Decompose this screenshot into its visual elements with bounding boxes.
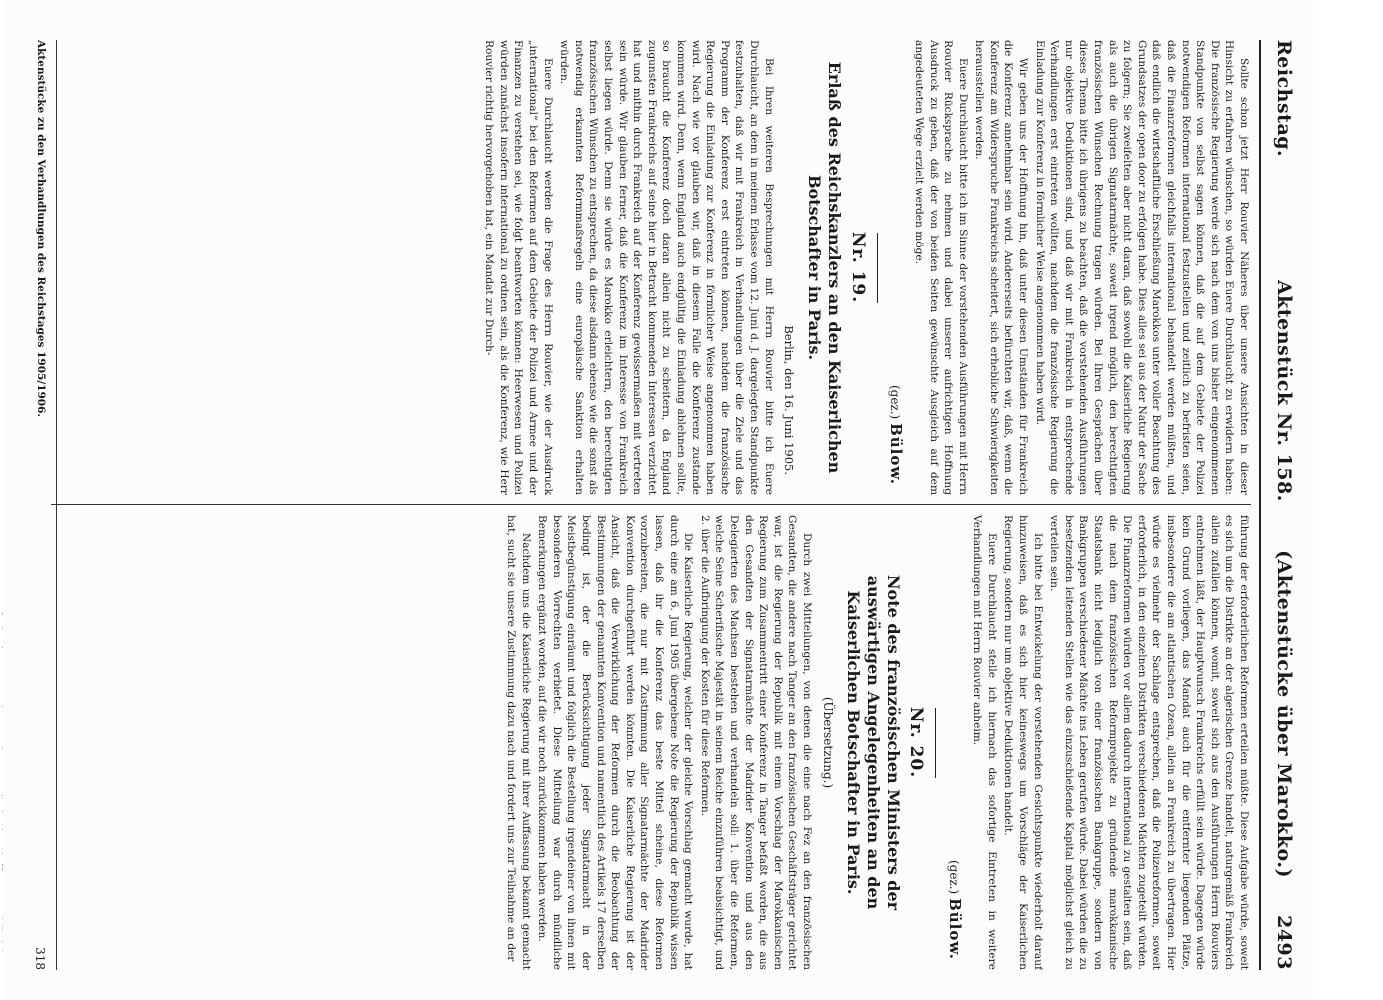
right-column xyxy=(71,515,1251,970)
left-column xyxy=(71,40,1251,495)
document-number: Nr. 19. xyxy=(847,231,868,304)
document-title: Erlaß des Reichskanzlers an den Kaiserlichen Botschafter in Paris. xyxy=(805,61,845,474)
sheet-number: 318 xyxy=(33,947,47,970)
place-date: Berlin, den 16. Juni 1905. xyxy=(782,325,797,475)
paragraph: Ich bitte bei Entwickelung der vorstehenden Gesichtspunkte wiederholt darauf hinzuweisen, daß es sich hier keineswegs um Vorschläge der Kaiserlichen Regierung, sondern nur um objektive Deduktionen handelt. xyxy=(1002,515,1044,970)
separator xyxy=(935,708,936,778)
paragraph: Euere Durchlaucht bitte ich im Sinne der vorstehenden Ausführungen mit Herrn Rouvier Rücksprache zu nehmen und dabei unserer aufrichtigen Hoffnung Ausdruck zu geben, daß der von beiden Seiten gewünschte Ausgleich auf dem angedeuteten Wege erzielt werden möge. xyxy=(912,40,969,495)
translation-note: (Übersetzung.) xyxy=(820,696,835,789)
signature xyxy=(946,515,962,960)
document-title: Note des französischen Ministers der auswärtigen Angelegenheiten an den Kaiserlichen Botschafter in Paris. xyxy=(843,574,903,911)
signature-name: Bülow. xyxy=(887,423,906,485)
paragraph: Durch zwei Mitteilungen, von denen die eine nach Fez an den französischen Gesandten, die andere nach Tanger an den französischen Geschäftsträger gerichtet war, ist die Regierung der Republik mit einem Vorschlag der Marokkanischen Regierung zum Zusammentritt einer Konferenz in Tanger befaßt worden, die aus den Gesandten der Signatarmächte der Madrider Konvention und aus den Delegierten des Machsen bestehen und verhandeln soll: 1. über die Reformen, welche Seine Scherifische Majestät in seinem Reiche einzuführen beabsichtigt, und 2. über die Aufbringung der Kosten für diese Reformen. xyxy=(698,515,813,970)
separator xyxy=(877,233,878,303)
header-right xyxy=(1273,550,1295,970)
signature-prefix: (gez.) xyxy=(946,859,961,895)
paragraph: Wir geben uns der Hoffnung hin, daß unter diesen Umständen für Frankreich die Konferenz annehmbar sein wird. Andererseits befürchten wir, daß, wenn die Konferenz am Widerspruche Frankreichs scheitert, sich erhebliche Schwierigkeiten herausstellen werden. xyxy=(973,40,1030,495)
signature-prefix: (gez.) xyxy=(888,384,903,420)
paragraph: Bei Ihren weiteren Besprechungen mit Herrn Rouvier bitte ich Euere Durchlaucht, an dem in meinem Erlasse vom 12. Juni d. J. dargelegten Standpunkte festzuhalten, daß wir mit Frankreich in Verhandlungen über die Ziele und das Programm der Konferenz erst eintreten können, nachdem die französische Regierung die Einladung zur Konferenz in förmlicher Weise angenommen haben wird. Nach wie vor glauben wir, daß in diesem Falle die Konferenz zustande kommen wird. Denn, wenn England auch endgültig die Einladung ablehnen sollte, so braucht die Konferenz doch daran allein nicht zu scheitern, da England zugunsten Frankreichs auf seine hier in Betracht kommenden Interessen verzichtet hat und mithin durch Frankreich auf der Konferenz gewissermaßen mit vertreten sein würde. Wir glauben ferner, daß die Konferenz im Interesse von Frankreich selbst liegen würde. Denn sie würde es Marokko erleichtern, den berechtigten französischen Wünschen zu entsprechen, da diese alsdann ebenso wie die sonst als notwendig erkannten Reformmaßregeln eine europäische Sanktion erhalten würden. xyxy=(558,40,775,495)
paragraph: Sollte schon jetzt Herr Rouvier Näheres über unsere Ansichten in dieser Hinsicht zu erfahren wünschen, so würden Euere Durchlaucht zu erwidern haben: Die französische Regierung werde sich nach dem von uns bisher eingenommenen Standpunkte von selbst sagen können, daß die auf dem Gebiete der Polizei notwendigen Reformen international festzustellen und zeitlich zu befristen seien, daß die Finanzreformen gleichfalls international behandelt werden müßten, und daß endlich die wirtschaftliche Erschließung Marokkos unter voller Beachtung des Grundsatzes der open door zu erfolgen habe. Dies alles sei aus der Natur der Sache zu folgern; Sie zweifelten aber nicht daran, daß sowohl die Kaiserliche Regierung als auch die übrigen Signatarmächte, soweit irgend möglich, den berechtigten französischen Wünschen Rechnung tragen würden. Bei Ihren Gesprächen über dieses Thema bitte ich übrigens zu beachten, daß die vorstehenden Ausführungen nur objektive Deduktionen sind, und daß wir mit Frankreich in entsprechende Verhandlungen erst eintreten wollten, nachdem die französische Regierung die Einladung zur Konferenz in förmlicher Weise angenommen haben wird. xyxy=(1033,40,1250,495)
paragraph: Nachdem uns die Kaiserliche Regierung mit ihrer Auffassung bekannt gemacht hat, sucht sie unsere Zustimmung dazu nach und fordert uns zur Teilnahme an der xyxy=(505,515,532,970)
header-right-title: (Aktenstücke über Marokko.) xyxy=(1273,550,1295,878)
signature-name: Bülow. xyxy=(945,898,964,960)
paragraph: Die Kaiserliche Regierung, welcher der gleiche Vorschlag gemacht wurde, hat durch eine am 6. Juni 1905 übergebene Note die Regierung der Republik wissen lassen, daß ihr die Konferenz das beste Mittel scheine, diese Reformen vorzubereiten, die nur mit Zustimmung aller Signatarmächte der Madrider Konvention durchgeführt werden könnten. Die Kaiserliche Regierung ist der Ansicht, daß die Verwirklichung der Reformen durch die Beobachtung der Bestimmungen der genannten Konvention und namentlich des Artikels 17 derselben bedingt ist, der die Berücksichtigung jeder Signatarmacht in der Meistbegünstigung einräumt und folglich die Bestellung irgendeiner von ihnen mit besonderen Vorrechten verbietet. Diese Mitteilung war durch mündliche Bemerkungen ergänzt worden, auf die wir noch zurückkommen haben werden. xyxy=(536,515,695,970)
column-divider xyxy=(51,504,1251,505)
header-center: Aktenstück Nr. 158. xyxy=(1273,280,1295,502)
footer-rule xyxy=(56,40,57,970)
paragraph: Euere Durchlaucht stelle ich hiernach das sofortige Eintreten in weitere Verhandlungen mit Herrn Rouvier anheim. xyxy=(971,515,998,970)
signature xyxy=(888,40,904,485)
page-header xyxy=(1265,40,1295,970)
document-number: Nr. 20. xyxy=(906,706,927,779)
page-number: 2493 xyxy=(1273,915,1295,970)
header-left: Reichstag. xyxy=(1273,40,1295,158)
page-footer xyxy=(27,40,51,970)
footer-title: Aktenstücke zu den Verhandlungen des Reichstages 1905/1906. xyxy=(35,40,47,418)
document-page xyxy=(3,0,1313,1000)
header-rule xyxy=(1259,40,1261,970)
paragraph: Euere Durchlaucht werden die Frage des Herrn Rouvier, wie der Ausdruck „international“ bei den Reformen auf dem Gebiete der Polizei und Armee und der Finanzen zu verstehen sei, wie folgt beantworten können: Heerwesen und Polizei würden zunächst insofern international zu ordnen sein, als die Konferenz, wie Herr Rouvier richtig hervorgehoben hat, ein Mandat zur Durch- xyxy=(483,40,554,495)
paragraph: führung der erforderlichen Reformen erteilen müßte. Diese Aufgabe würde, soweit es sich um die Distrikte an der algerischen Grenze handelt, naturgemäß Frankreich allein zufallen können, womit, soweit sich aus den Ausführungen Herrn Rouviers entnehmen läßt, der Hauptwunsch Frankreichs erfüllt sein würde. Dagegen würde kein Grund vorliegen, das Mandat auch für die entfernter liegenden Plätze, insbesondere die am atlantischen Ozean, allein an Frankreich zu übertragen. Hier würde es vielmehr der Sachlage entsprechen, daß die Polizeireformen, soweit erforderlich, in den einzelnen Distrikten verschiedenen Mächten zugeteilt würden. Die Finanzreformen würden vor allem dadurch international zu gestalten sein, daß die nach dem französischen Reformprojekte zu gründende marokkanische Staatsbank nicht lediglich von einer französischen Bankgruppe, sondern von Bankgruppen verschiedener Mächte ins Leben gerufen würde. Dabei würden die zu besetzenden leitenden Stellen wie das einzuschießende Kapital möglichst gleich zu verteilen sein. xyxy=(1048,515,1250,970)
